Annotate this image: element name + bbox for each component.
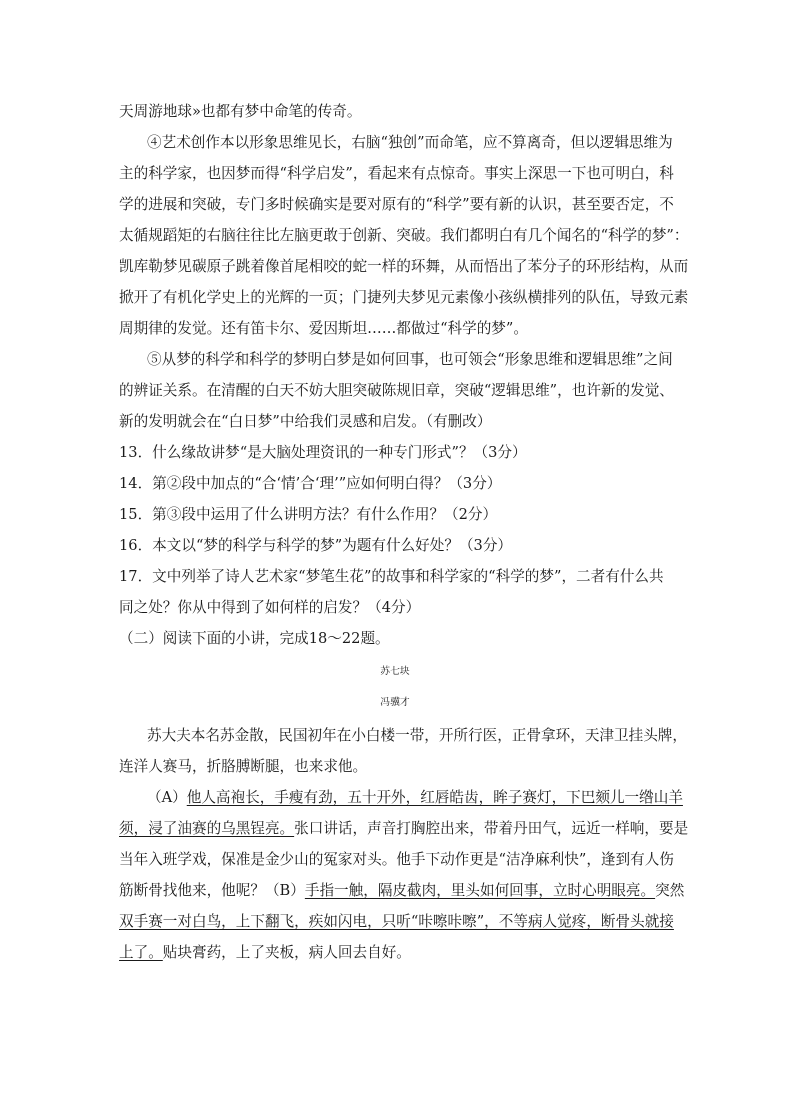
underlined-sentence-c: 双手赛一对白鸟，上下翻飞，疾如闪电，只听“咔嚓咔嚓”，不等病人觉疼，断骨头就接: [119, 913, 674, 930]
underlined-sentence-a: 他人高袍长，手瘦有劲，五十开外，红唇皓齿，眸子赛灯，下巴颏儿一绺山羊: [186, 789, 683, 806]
question-17: 17．文中列举了诗人艺术家“梦笔生花”的故事和科学家的“科学的梦”，二者有什么共: [119, 568, 664, 585]
question-16: 16．本文以“梦的科学与科学的梦”为题有什么好处？（3分）: [119, 537, 513, 554]
section-heading: （二）阅读下面的小讲，完成18～22题。: [119, 630, 390, 647]
question-15: 15．第③段中运用了什么讲明方法？有什么作用？（2分）: [119, 506, 498, 523]
text-line: 的辨证关系。在清醒的白天不妨大胆突破陈规旧章，突破“逻辑思维”，也许新的发觉、: [119, 382, 674, 399]
story-paragraph-2-line: [119, 912, 674, 932]
story-paragraph-2-line: [147, 788, 683, 808]
story-paragraph-1-line: 苏大夫本名苏金散，民国初年在小白楼一带，开所行医，正骨拿环，天津卫挂头牌，: [147, 727, 687, 744]
mark-a: （A）: [147, 789, 187, 806]
story-author: 冯骥才: [380, 697, 410, 708]
text-line: 新的发明就会在“白日梦”中给我们灵感和启发。（有删改）: [119, 413, 492, 430]
paragraph-5-line: ⑤从梦的科学和科学的梦明白梦是如何回事，也可领会“形象思维和逻辑思维”之间: [147, 351, 673, 368]
question-13: 13．什么缘故讲梦“是大脑处理资讯的一种专门形式”？（3分）: [119, 444, 527, 461]
story-title: 苏七块: [380, 666, 410, 677]
story-paragraph-2-line: 筋断骨找他来，他呢？（B）手指一触，隔皮截肉，里头如何回事，立时心明眼亮。突然: [119, 882, 685, 899]
question-17-cont: 同之处？你从中得到了如何样的启发？（4分）: [119, 599, 421, 616]
story-paragraph-1-line: 连洋人赛马，折胳膊断腿，也来求他。: [119, 758, 368, 775]
text-line: 掀开了有机化学史上的光辉的一页；门捷列夫梦见元素像小孩纵横排列的队伍，导致元素: [119, 289, 689, 306]
question-14: 14．第②段中加点的“合‘情’合‘理’”应如何明白得？（3分）: [119, 475, 502, 492]
text-line: 凯库勒梦见碳原子跳着像首尾相咬的蛇一样的环舞，从而悟出了苯分子的环形结构，从而: [119, 258, 689, 275]
text-line: 学的进展和突破，专门多时候确实是要对原有的“科学”要有新的认识，甚至要否定，不: [119, 196, 674, 213]
text-line: 太循规蹈矩的右脑往往比左脑更敢于创新、突破。我们都明白有几个闻名的“科学的梦”：: [119, 227, 689, 244]
paragraph-4-line: ④艺术创作本以形象思维见长，右脑“独创”而命笔，应不算离奇，但以逻辑思维为: [147, 134, 673, 151]
story-paragraph-2-line: 当年入班学戏，保准是金少山的冤家对头。他手下动作更是“洁净麻利快”，逢到有人伤: [119, 851, 674, 868]
text-line: 主的科学家，也因梦而得“科学启发”，看起来有点惊奇。事实上深思一下也可明白，科: [119, 165, 674, 182]
underlined-sentence-a: 须，浸了油赛的乌黑锃亮。: [119, 820, 295, 837]
underlined-sentence-b: 手指一触，隔皮截肉，里头如何回事，立时心明眼亮。: [304, 882, 656, 899]
story-paragraph-2-line: 须，浸了油赛的乌黑锃亮。张口讲话，声音打胸腔出来，带着丹田气，远近一样响，要是: [119, 820, 689, 837]
underlined-sentence-c: 上了。: [119, 944, 163, 961]
text-line: 天周游地球»也都有梦中命笔的传奇。: [119, 103, 362, 120]
story-paragraph-2-line: 上了。贴块膏药，上了夹板，病人回去自好。: [119, 944, 411, 961]
text-line: 周期律的发觉。还有笛卡尔、爱因斯坦……都做过“科学的梦”。: [119, 320, 528, 337]
